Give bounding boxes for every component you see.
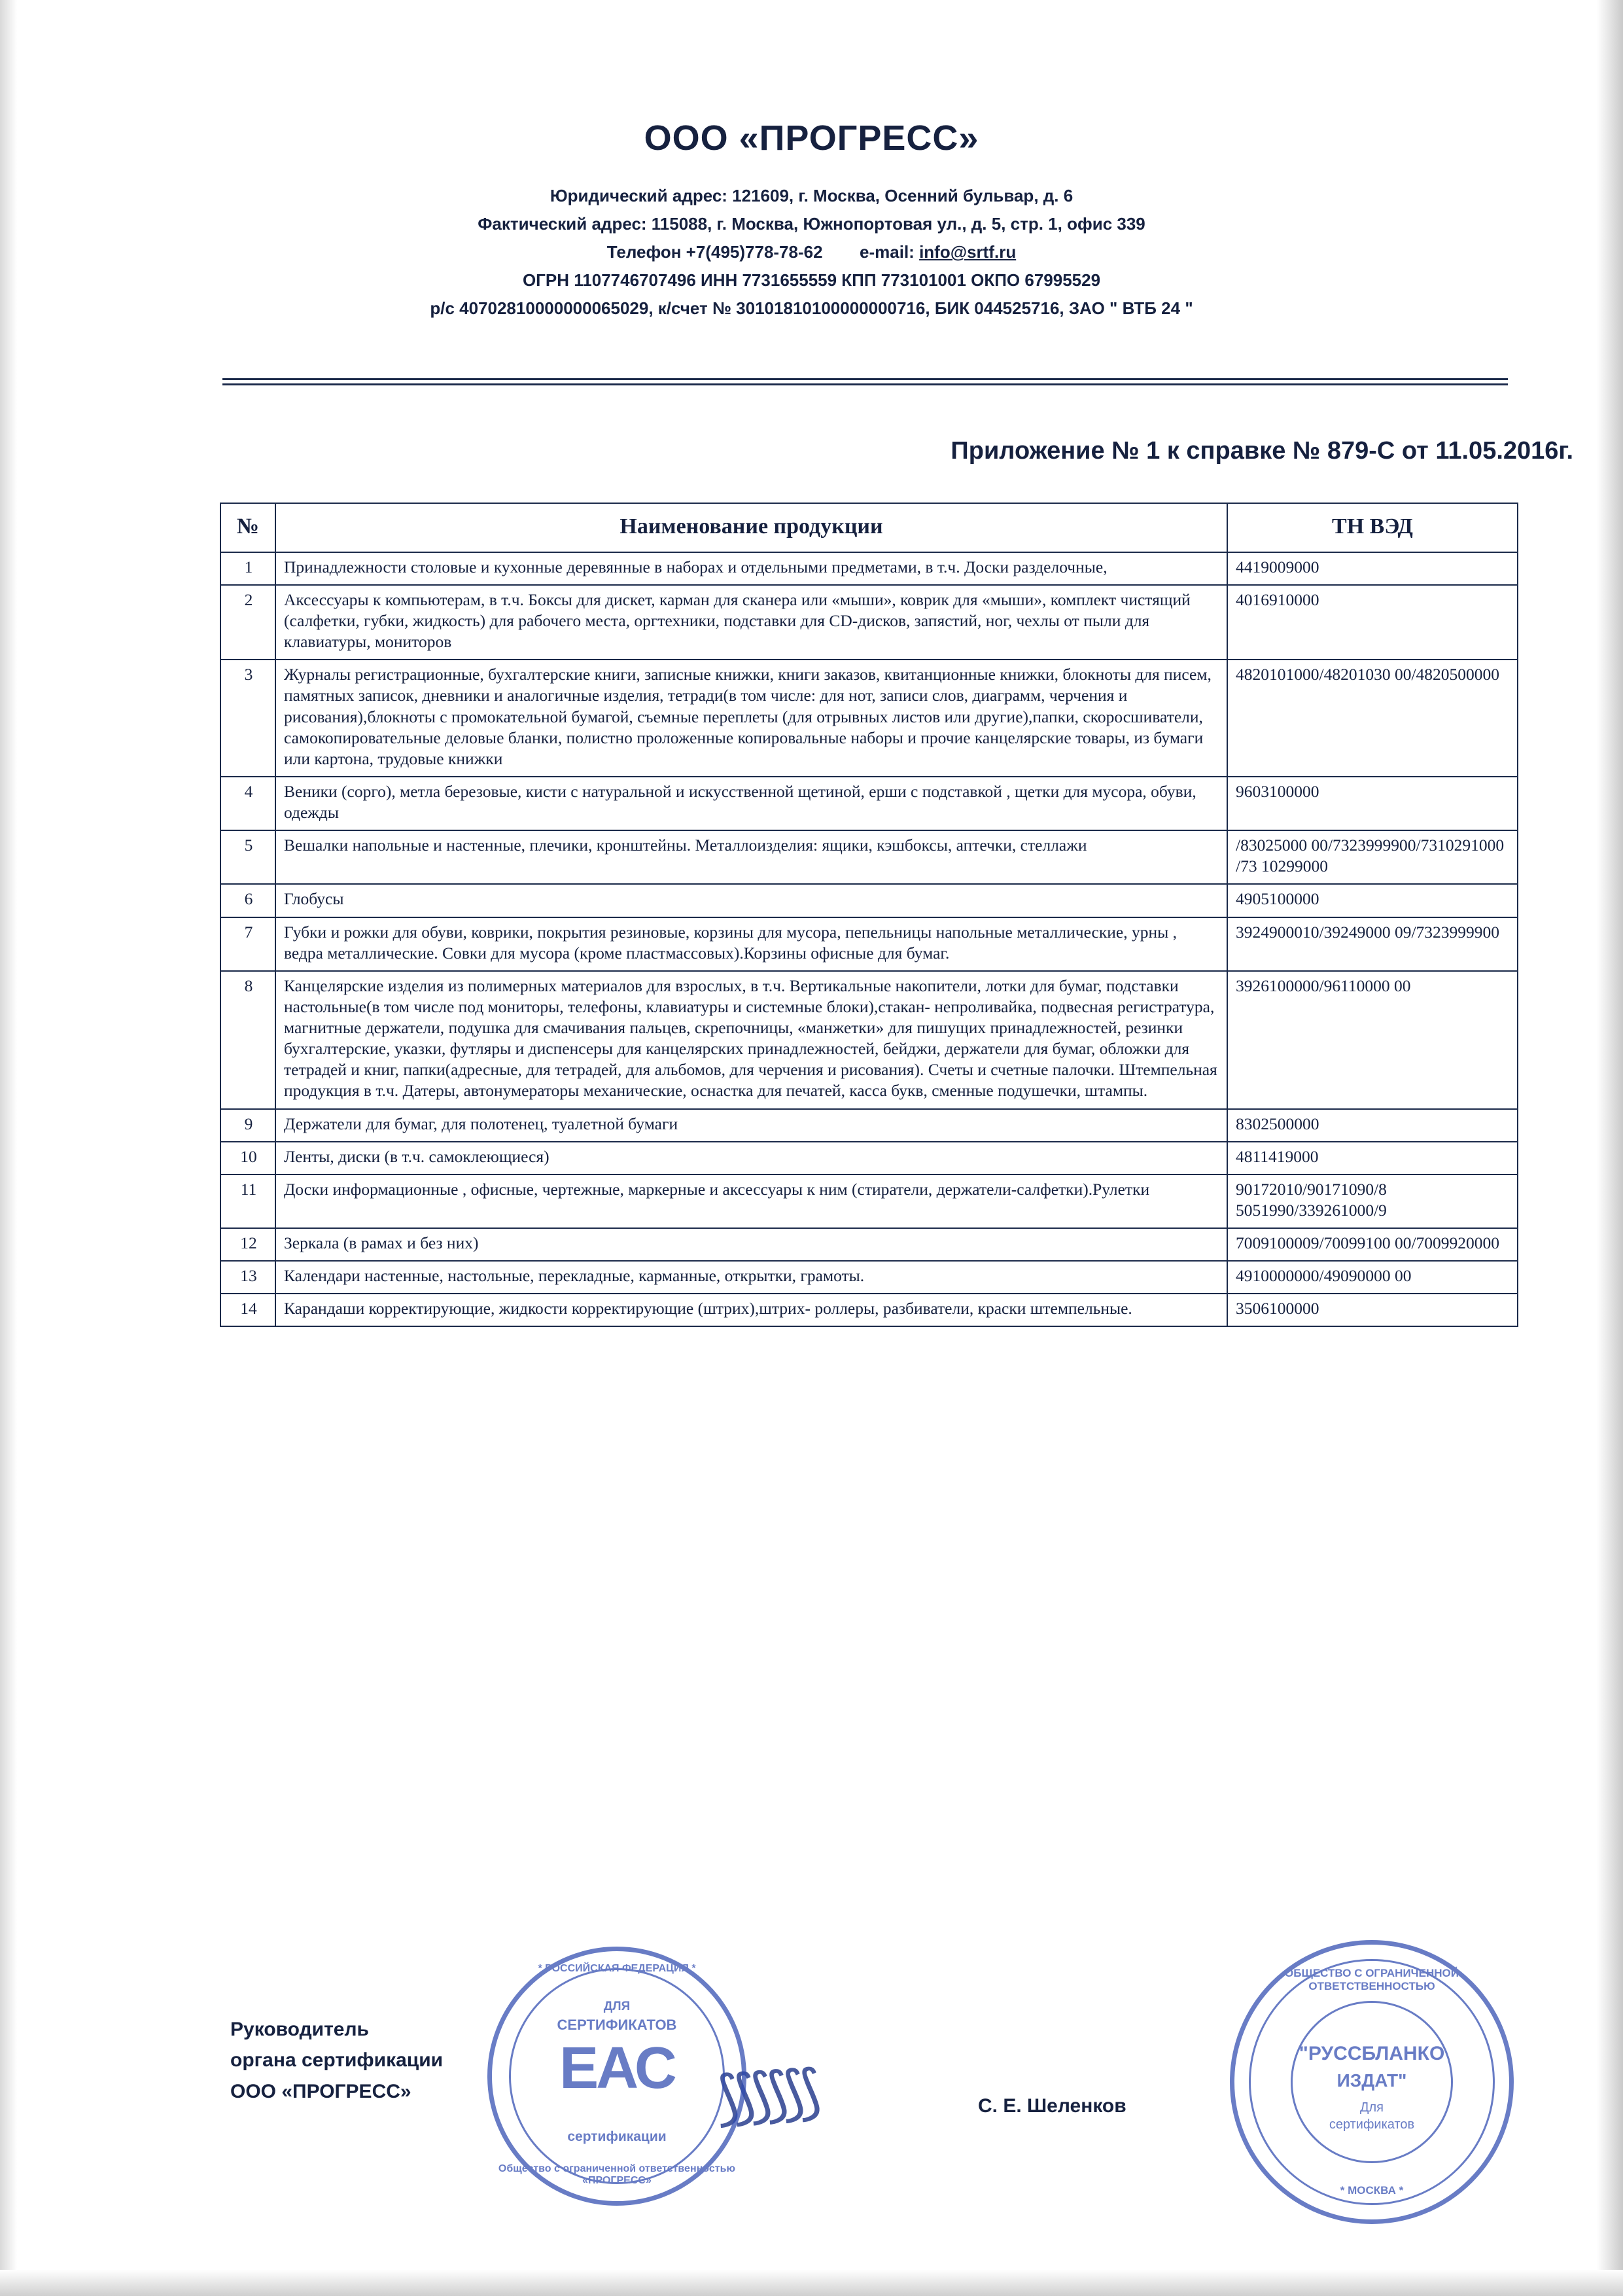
email-label: e-mail: <box>860 242 915 262</box>
eac-stamp-caption-bottom: сертификации <box>567 2129 667 2144</box>
cell-product-name: Карандаши корректирующие, жидкости корректирующие (штрих),штрих- роллеры, разбиватели, краски штемпельные. <box>275 1294 1227 1326</box>
table-row <box>220 660 1518 777</box>
eac-stamp-circle-bottom-text: Общество с ограниченной ответственностью «ПРОГРЕСС» <box>498 2163 736 2186</box>
russ-stamp-for-label: Для <box>1359 2100 1384 2115</box>
cell-tnved-code: 7009100009/70099100 00/7009920000 <box>1227 1228 1518 1261</box>
cell-product-name: Глобусы <box>275 884 1227 917</box>
signature-role-line-2: органа сертификации <box>230 2049 444 2072</box>
eac-stamp-caption-mid: СЕРТИФИКАТОВ <box>557 2017 677 2033</box>
phone-label: Телефон +7(495)778-78-62 <box>606 242 823 262</box>
cell-product-name: Доски информационные , офисные, чертежные, маркерные и аксессуары к ним (стиратели, держатели-салфетки).Рулетки <box>275 1174 1227 1228</box>
eac-stamp-mark: ЕАС <box>559 2036 674 2101</box>
cell-product-name: Губки и рожки для обуви, коврики, покрытия резиновые, корзины для мусора, пепельницы напольные металлические, урны , ведра металлические. Совки для мусора (кроме пластмассовых).Корзины офисные для бумаг. <box>275 917 1227 971</box>
cell-product-name: Зеркала (в рамах и без них) <box>275 1228 1227 1261</box>
cell-number: 12 <box>220 1228 275 1261</box>
contact-line <box>0 242 1623 262</box>
cell-number: 9 <box>220 1109 275 1142</box>
cell-tnved-code: 8302500000 <box>1227 1109 1518 1142</box>
cell-tnved-code: 3506100000 <box>1227 1294 1518 1326</box>
cell-number: 1 <box>220 552 275 585</box>
handwritten-signature: ⟆⟆⟆⟆⟆⟆ <box>714 2057 818 2133</box>
cell-tnved-code: /83025000 00/7323999900/7310291000 /73 10299000 <box>1227 830 1518 884</box>
russ-stamp-circle-top-text: ОБЩЕСТВО С ОГРАНИЧЕННОЙ ОТВЕТСТВЕННОСТЬЮ <box>1285 1967 1459 1992</box>
signature-role-line-1: Руководитель <box>230 2019 369 2040</box>
cell-product-name: Календари настенные, настольные, перекладные, карманные, открытки, грамоты. <box>275 1261 1227 1294</box>
cell-product-name: Канцелярские изделия из полимерных материалов для взрослых, в т.ч. Вертикальные накопители, лотки для бумаг, подставки настольные(в том числе под мониторы, телефоны, клавиатуры и системные блоки),стакан- непроливайка, подвесная регистратура, магнитные держатели, подушка для смачивания пальцев, скрепочницы, «манжетки» для пишущих принадлежностей, резинки бухгалтерские, указки, футляры и диспенсеры для канцелярских принадлежностей, бейджи, держатели для бумаг, обложки для тетрадей и книг, папки(адресные, для тетрадей, для альбомов, для черчения и рисования). Счеты и счетные палочки. Штемпельная продукция в т.ч. Датеры, автонумераторы механические, оснастка для печатей, касса букв, сменные подушечки, штампы. <box>275 971 1227 1109</box>
cell-tnved-code: 90172010/90171090/8 5051990/339261000/9 <box>1227 1174 1518 1228</box>
cell-tnved-code: 4905100000 <box>1227 884 1518 917</box>
cell-product-name: Журналы регистрационные, бухгалтерские книги, записные книжки, книги заказов, квитанционные книжки, блокноты для писем, памятных записок, дневники и аналогичные изделия, тетради(в том числе: для нот, записи слов, диаграмм, черчения и рисования),блокноты с промокательной бумагой, съемные переплеты (для отрывных листов или другие),папки, скоросшиватели, самокопировательные деловые бланки, полистно проложенные копировальные наборы и прочие канцелярские товары, из бумаги или картона, трудовые книжки <box>275 660 1227 777</box>
russ-stamp-subtitle: ИЗДАТ" <box>1336 2070 1407 2091</box>
scan-edge-right <box>1597 0 1623 2296</box>
cell-product-name: Ленты, диски (в т.ч. самоклеющиеся) <box>275 1142 1227 1174</box>
appendix-title: Приложение № 1 к справке № 879-С от 11.05.2016г. <box>951 437 1573 465</box>
signature-block <box>230 2014 443 2107</box>
table-row <box>220 777 1518 830</box>
table-row <box>220 884 1518 917</box>
eac-stamp-circle-top-text: * РОССИЙСКАЯ ФЕДЕРАЦИЯ * <box>538 1963 696 1974</box>
cell-product-name: Аксессуары к компьютерам, в т.ч. Боксы для дискет, карман для сканера или «мыши», коврик для «мыши», комплект чистящий (салфетки, губки, жидкость) для рабочего места, оргтехники, подставки для CD-дисков, запястий, ног, чехлы от пыли для клавиатуры, мониторов <box>275 585 1227 660</box>
email-link[interactable]: info@srtf.ru <box>919 242 1017 262</box>
cell-product-name: Держатели для бумаг, для полотенец, туалетной бумаги <box>275 1109 1227 1142</box>
cell-number: 7 <box>220 917 275 971</box>
russ-stamp-title: "РУССБЛАНКО <box>1299 2043 1445 2064</box>
table-row <box>220 1261 1518 1294</box>
cell-tnved-code: 4811419000 <box>1227 1142 1518 1174</box>
cell-number: 5 <box>220 830 275 884</box>
cell-tnved-code: 4820101000/48201030 00/4820500000 <box>1227 660 1518 777</box>
cell-product-name: Принадлежности столовые и кухонные деревянные в наборах и отдельными предметами, в т.ч. Доски разделочные, <box>275 552 1227 585</box>
cell-number: 6 <box>220 884 275 917</box>
actual-address: Фактический адрес: 115088, г. Москва, Южнопортовая ул., д. 5, стр. 1, офис 339 <box>478 214 1145 234</box>
eac-stamp-caption-top: ДЛЯ <box>603 2000 631 2013</box>
table-row <box>220 1228 1518 1261</box>
table-row <box>220 1142 1518 1174</box>
signature-org-line: ООО «ПРОГРЕСС» <box>230 2080 411 2102</box>
cell-tnved-code: 4419009000 <box>1227 552 1518 585</box>
cell-number: 4 <box>220 777 275 830</box>
table-row <box>220 830 1518 884</box>
table-row <box>220 917 1518 971</box>
cell-number: 10 <box>220 1142 275 1174</box>
table-row <box>220 585 1518 660</box>
cell-tnved-code: 4016910000 <box>1227 585 1518 660</box>
cell-tnved-code: 9603100000 <box>1227 777 1518 830</box>
eac-certification-stamp <box>487 1947 746 2206</box>
products-table <box>220 503 1518 1327</box>
registry-line: ОГРН 1107746707496 ИНН 7731655559 КПП 773101001 ОКПО 67995529 <box>522 270 1101 290</box>
column-header-number: № <box>220 503 275 552</box>
cell-product-name: Вешалки напольные и настенные, плечики, кронштейны. Металлоизделия: ящики, кэшбоксы, аптечки, стеллажи <box>275 830 1227 884</box>
table-header-row <box>220 503 1518 552</box>
table-row <box>220 971 1518 1109</box>
column-header-tnved: ТН ВЭД <box>1227 503 1518 552</box>
legal-address: Юридический адрес: 121609, г. Москва, Осенний бульвар, д. 6 <box>550 186 1073 205</box>
scan-edge-left <box>0 0 17 2296</box>
table-row <box>220 552 1518 585</box>
russblankoizdat-stamp <box>1230 1940 1514 2224</box>
header-divider <box>222 378 1508 385</box>
cell-number: 14 <box>220 1294 275 1326</box>
cell-number: 3 <box>220 660 275 777</box>
company-name: ООО «ПРОГРЕСС» <box>644 118 979 158</box>
table-row <box>220 1294 1518 1326</box>
cell-tnved-code: 3926100000/96110000 00 <box>1227 971 1518 1109</box>
table-row <box>220 1174 1518 1228</box>
scan-edge-bottom <box>0 2270 1623 2296</box>
cell-number: 8 <box>220 971 275 1109</box>
cell-number: 2 <box>220 585 275 660</box>
cell-product-name: Веники (сорго), метла березовые, кисти с натуральной и искусственной щетиной, ерши с подставкой , щетки для мусора, обуви, одежды <box>275 777 1227 830</box>
cell-number: 13 <box>220 1261 275 1294</box>
bank-line: р/с 40702810000000065029, к/счет № 30101810100000000716, БИК 044525716, ЗАО " ВТБ 24 " <box>430 298 1193 318</box>
russ-stamp-circle-bottom-text: * МОСКВА * <box>1340 2184 1404 2197</box>
document-header <box>0 118 1623 319</box>
column-header-product-name: Наименование продукции <box>275 503 1227 552</box>
signer-name: С. Е. Шеленков <box>978 2095 1126 2117</box>
table-row <box>220 1109 1518 1142</box>
cell-tnved-code: 3924900010/39249000 09/7323999900 <box>1227 917 1518 971</box>
cell-number: 11 <box>220 1174 275 1228</box>
cell-tnved-code: 4910000000/49090000 00 <box>1227 1261 1518 1294</box>
russ-stamp-cert-label: сертификатов <box>1329 2117 1415 2132</box>
